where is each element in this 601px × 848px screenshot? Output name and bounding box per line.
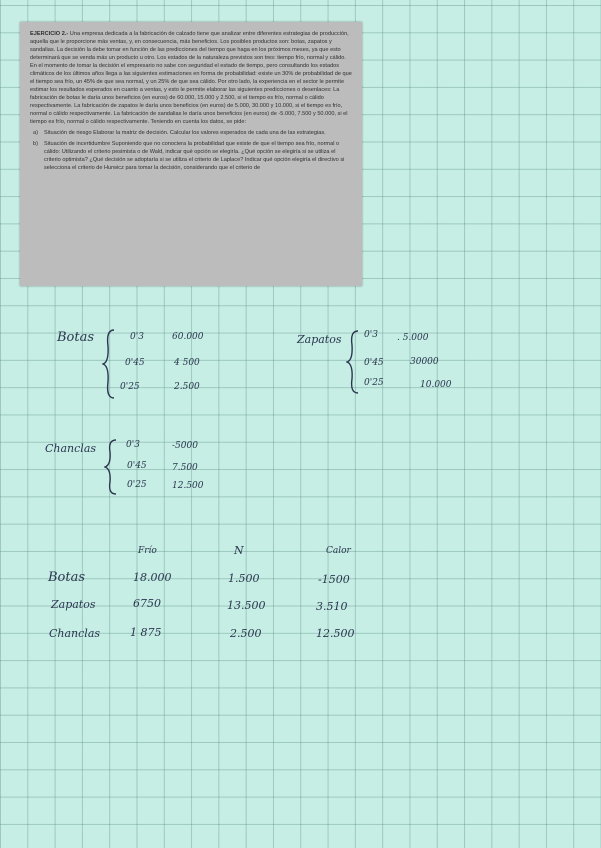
- chanclas-prob-2: 0'45: [127, 461, 147, 471]
- botas-prob-2: 0'45: [125, 358, 145, 368]
- exercise-item-b: [33, 140, 352, 172]
- zapatos-value-3: 10.000: [420, 380, 452, 390]
- botas-brace: [102, 328, 118, 400]
- cell-zapatos-n: 13.500: [227, 599, 266, 612]
- exercise-title: EJERCICIO 2.-: [30, 31, 69, 37]
- zapatos-value-2: 30000: [410, 357, 439, 367]
- col-header-n: N: [234, 544, 244, 557]
- cell-botas-calor: -1500: [318, 573, 350, 586]
- cell-zapatos-calor: 3.510: [316, 600, 348, 613]
- cell-chanclas-calor: 12.500: [316, 627, 355, 640]
- chanclas-prob-1: 0'3: [126, 440, 140, 450]
- exercise-photo: [20, 22, 362, 286]
- item-text: Situación de riesgo Elaborar la matriz de decisión. Calcular los valores esperados de cada una de las estrategias.: [44, 130, 326, 136]
- zapatos-label: Zapatos: [297, 333, 342, 346]
- cell-botas-frio: 18.000: [133, 571, 172, 584]
- exercise-text: [30, 30, 352, 126]
- chanclas-label: Chanclas: [45, 442, 97, 455]
- item-marker: a): [33, 130, 38, 136]
- chanclas-prob-3: 0'25: [127, 480, 147, 490]
- cell-chanclas-n: 2.500: [230, 627, 262, 640]
- chanclas-value-2: 7.500: [172, 463, 198, 473]
- col-header-calor: Calor: [326, 546, 351, 556]
- botas-label: Botas: [57, 330, 95, 345]
- botas-value-3: 2.500: [174, 382, 200, 392]
- row-label-zapatos: Zapatos: [51, 598, 96, 611]
- row-label-chanclas: Chanclas: [49, 627, 101, 640]
- chanclas-value-3: 12.500: [172, 481, 204, 491]
- zapatos-prob-1: 0'3: [364, 330, 378, 340]
- chanclas-brace: [104, 438, 120, 496]
- exercise-body: Una empresa dedicada a la fabricación de calzado tiene que analizar entre diferentes estrategias de producción, aquella que le proporcione más ventas, y, en consecuencia, más beneficios. Los posibles productos son: botas, zapatos y sandalias. La decisión la debe tomar en función de las predicciones del tiempo que haga en los próximos meses, ya que esto determinará que se venda más un producto u otro. Los estados de la naturaleza previstos son tres: tiempo frío, normal y cálido. En el momento de tomar la decisión el empresario no sabe con seguridad el estado de tiempo, pero consultando los estados climáticos de los últimos años llega a las siguientes estimaciones en forma de probabilidad: existe un 30% de probabilidad de que el tiempo sea frío, un 45% de que sea normal, y un 25% de que sea cálido. Por otro lado, la experiencia en el sector le permite estimar los resultados esperados en cuanto a ventas, y esto le permite elaborar las siguientes predicciones o desenlaces: La fabricación de botas le daría unos beneficios (en euros) de 60.000, 15.000 y 2.500, si el tiempo es frío, normal o cálido respectivamente. La fabricación de zapatos le daría unos beneficios (en euros) de 5.000, 30.000 y 10.000, si el tiempo es frío, normal o cálido respectivamente. La fabricación de sandalias le daría unos beneficios (en euros) de -5.000, 7.500 y 50.000, si el tiempo es frío, normal o cálido respectivamente. Teniendo en cuenta los datos, se pide:: [30, 31, 352, 125]
- botas-value-2: 4 500: [174, 358, 200, 368]
- exercise-items: [30, 129, 352, 172]
- botas-value-1: 60.000: [172, 332, 204, 342]
- botas-prob-3: 0'25: [120, 382, 140, 392]
- col-header-frio: Frío: [138, 546, 157, 556]
- exercise-item-a: [33, 129, 352, 137]
- cell-zapatos-frio: 6750: [133, 597, 161, 610]
- zapatos-prob-3: 0'25: [364, 378, 384, 388]
- item-text: Situación de incertidumbre Suponiendo que no conociera la probabilidad que existe de que el tiempo sea frío, normal o cálido: Utilizando el criterio pesimista o de Wald, indicar qué opción se elegiría. ¿Qué opción se elegiría si se utiliza el criterio optimista? ¿Qué decisión se adoptaría si se utiliza el criterio de Laplace? Indicar qué opción elegiría el directivo si selecciona el criterio de Hurwicz para tomar la decisión, considerando que el criterio de: [44, 141, 345, 171]
- zapatos-prob-2: 0'45: [364, 358, 384, 368]
- zapatos-brace: [346, 329, 362, 395]
- row-label-botas: Botas: [48, 570, 86, 585]
- botas-prob-1: 0'3: [130, 332, 144, 342]
- cell-botas-n: 1.500: [228, 572, 260, 585]
- zapatos-value-1: . 5.000: [397, 333, 429, 343]
- item-marker: b): [33, 141, 38, 147]
- chanclas-value-1: -5000: [172, 441, 198, 451]
- cell-chanclas-frio: 1 875: [130, 626, 162, 639]
